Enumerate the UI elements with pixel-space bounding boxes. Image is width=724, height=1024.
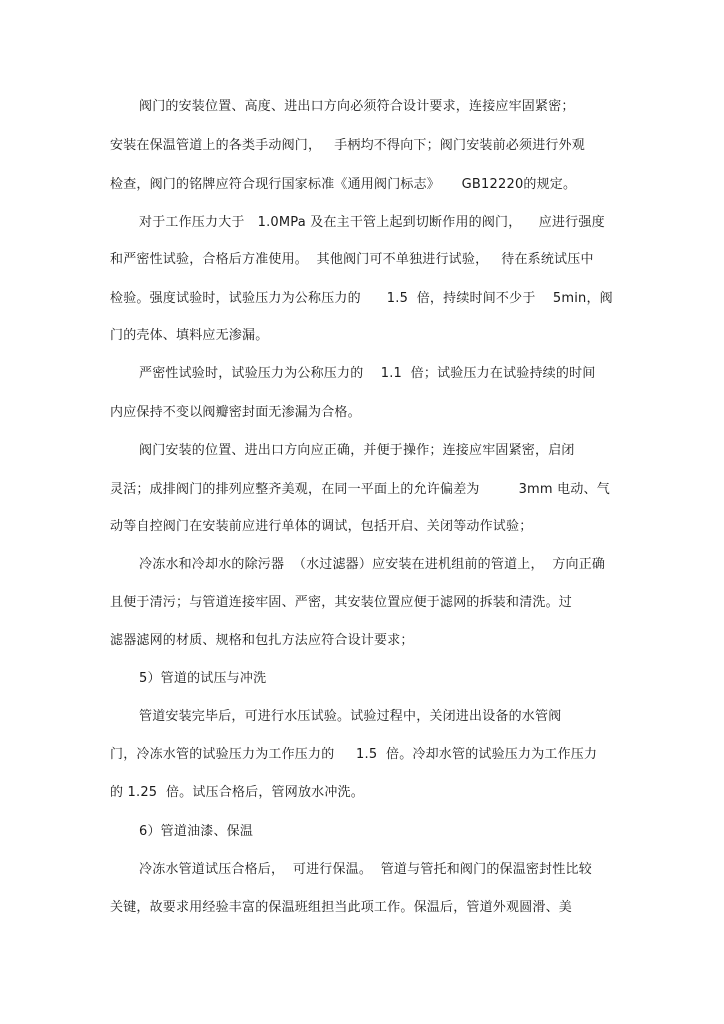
text-line: 冷冻水管道试压合格后， 可进行保温。 管道与管托和阀门的保温密封性比较: [139, 862, 592, 877]
section-heading: 5）管道的试压与冲洗: [139, 671, 267, 686]
text-line: 对于工作压力大于 1.0MPa 及在主干管上起到切断作用的阀门， 应进行强度: [139, 215, 605, 230]
text-line: 检验。强度试验时，试验压力为公称压力的 1.5 倍，持续时间不少于 5min，阀: [110, 291, 613, 306]
text-line: 动等自控阀门在安装前应进行单体的调试，包括开启、关闭等动作试验；: [110, 519, 533, 534]
text-line: 冷冻水和冷却水的除污器 （水过滤器）应安装在进机组前的管道上， 方向正确: [139, 557, 606, 572]
text-line: 阀门的安装位置、高度、进出口方向必须符合设计要求，连接应牢固紧密；: [139, 99, 575, 114]
text-line: 滤器滤网的材质、规格和包扎方法应符合设计要求；: [110, 633, 414, 648]
text-line: 门，冷冻水管的试验压力为工作压力的 1.5 倍。冷却水管的试验压力为工作压力: [110, 747, 598, 762]
text-line: 内应保持不变以阀瓣密封面无渗漏为合格。: [110, 405, 361, 420]
text-line: 安装在保温管道上的各类手动阀门， 手柄均不得向下；阀门安装前必须进行外观: [110, 138, 585, 153]
text-line: 关键，故要求用经验丰富的保温班组担当此项工作。保温后，管道外观圆滑、美: [110, 900, 573, 915]
text-line: 管道安装完毕后，可进行水压试验。试验过程中，关闭进出设备的水管阀: [139, 709, 562, 724]
text-line: 门的壳体、填料应无渗漏。: [110, 328, 269, 343]
section-heading: 6）管道油漆、保温: [139, 824, 254, 839]
text-line: 严密性试验时，试验压力为公称压力的 1.1 倍；试验压力在试验持续的时间: [139, 366, 596, 381]
text-line: 检查，阀门的铭牌应符合现行国家标准《通用阀门标志》 GB12220的规定。: [110, 177, 577, 192]
text-line: 且便于清污；与管道连接牢固、严密，其安装位置应便于滤网的拆装和清洗。过: [110, 595, 573, 610]
text-line: 和严密性试验，合格后方准使用。 其他阀门可不单独进行试验， 待在系统试压中: [110, 252, 594, 267]
text-line: 阀门安装的位置、进出口方向应正确，并便于操作；连接应牢固紧密，启闭: [139, 443, 575, 458]
text-line: 灵活；成排阀门的排列应整齐美观，在同一平面上的允许偏差为 3mm 电动、气: [110, 482, 610, 497]
text-line: 的 1.25 倍。试压合格后，管网放水冲洗。: [110, 785, 364, 800]
